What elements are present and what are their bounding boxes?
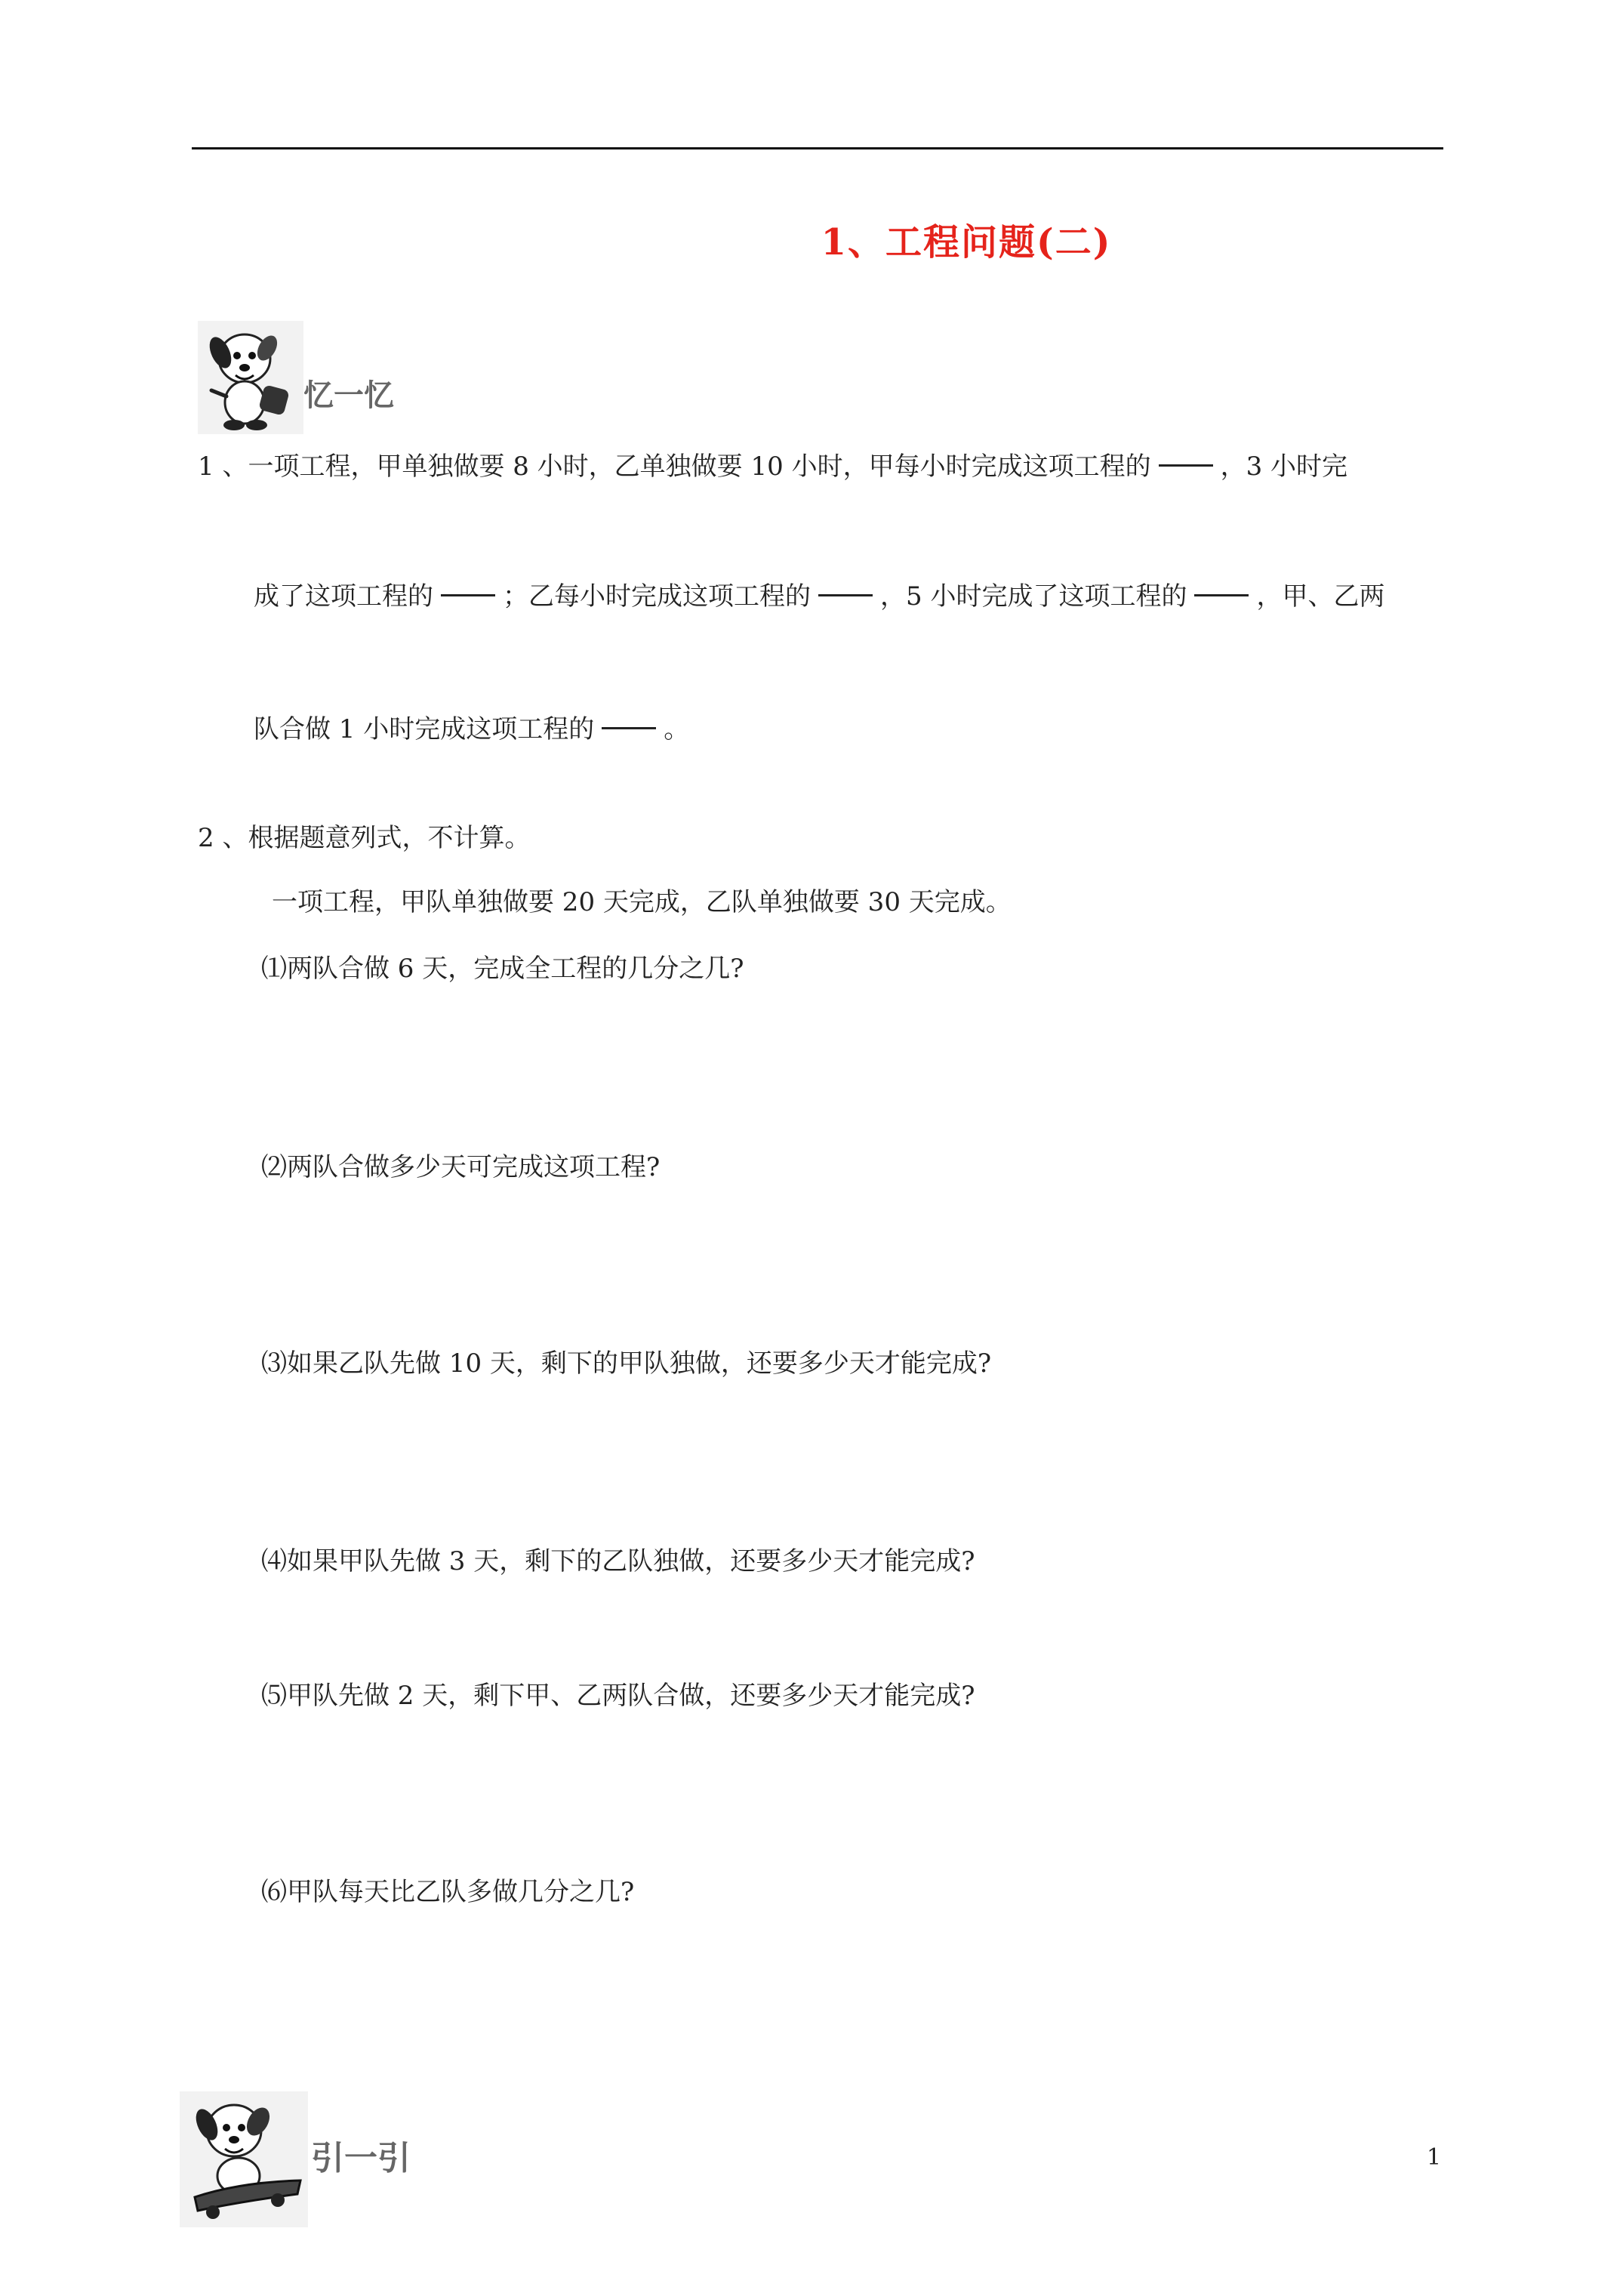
q1-text: ，甲、乙两 xyxy=(1256,581,1385,612)
dog-skateboard-mascot-icon xyxy=(180,2091,308,2227)
recall-badge: 忆一忆 xyxy=(303,378,394,413)
q1-line-1 xyxy=(198,445,1347,482)
dog-mascot-icon xyxy=(198,321,303,434)
answer-blank[interactable] xyxy=(818,594,873,596)
q1-text: ，3 小时完 xyxy=(1220,451,1348,482)
q2-item: ⑹甲队每天比乙队多做几分之几? xyxy=(261,1877,635,1907)
answer-blank[interactable] xyxy=(441,594,495,596)
q1-line-2 xyxy=(254,575,1384,612)
header-rule xyxy=(192,147,1443,149)
q2-item: ⑶如果乙队先做 10 天，剩下的甲队独做，还要多少天才能完成? xyxy=(261,1348,992,1379)
page-number: 1 xyxy=(1427,2144,1442,2171)
q2-intro: 一项工程，甲队单独做要 20 天完成，乙队单独做要 30 天完成。 xyxy=(272,887,1012,917)
page-title: 1、工程问题(二) xyxy=(821,221,1112,264)
q2-item: ⑷如果甲队先做 3 天，剩下的乙队独做，还要多少天才能完成? xyxy=(261,1546,975,1576)
q1-text: 1 、一项工程，甲单独做要 8 小时，乙单独做要 10 小时，甲每小时完成这项工程的 xyxy=(198,451,1151,482)
q1-text: ；乙每小时完成这项工程的 xyxy=(503,581,811,612)
guide-badge: 引一引 xyxy=(311,2139,411,2177)
answer-blank[interactable] xyxy=(1194,594,1249,596)
q1-line-3 xyxy=(254,708,689,745)
q2-item: ⑴两队合做 6 天，完成全工程的几分之几? xyxy=(261,954,744,984)
q1-text: ，5 小时完成了这项工程的 xyxy=(880,581,1187,612)
q1-text: 。 xyxy=(664,714,690,744)
q1-text: 队合做 1 小时完成这项工程的 xyxy=(254,714,595,744)
answer-blank[interactable] xyxy=(602,727,656,729)
answer-blank[interactable] xyxy=(1159,464,1213,467)
q2-item: ⑵两队合做多少天可完成这项工程? xyxy=(261,1152,661,1182)
q2-heading: 2 、根据题意列式，不计算。 xyxy=(198,823,531,853)
q2-item: ⑸甲队先做 2 天，剩下甲、乙两队合做，还要多少天才能完成? xyxy=(261,1681,975,1711)
q1-text: 成了这项工程的 xyxy=(254,581,433,612)
